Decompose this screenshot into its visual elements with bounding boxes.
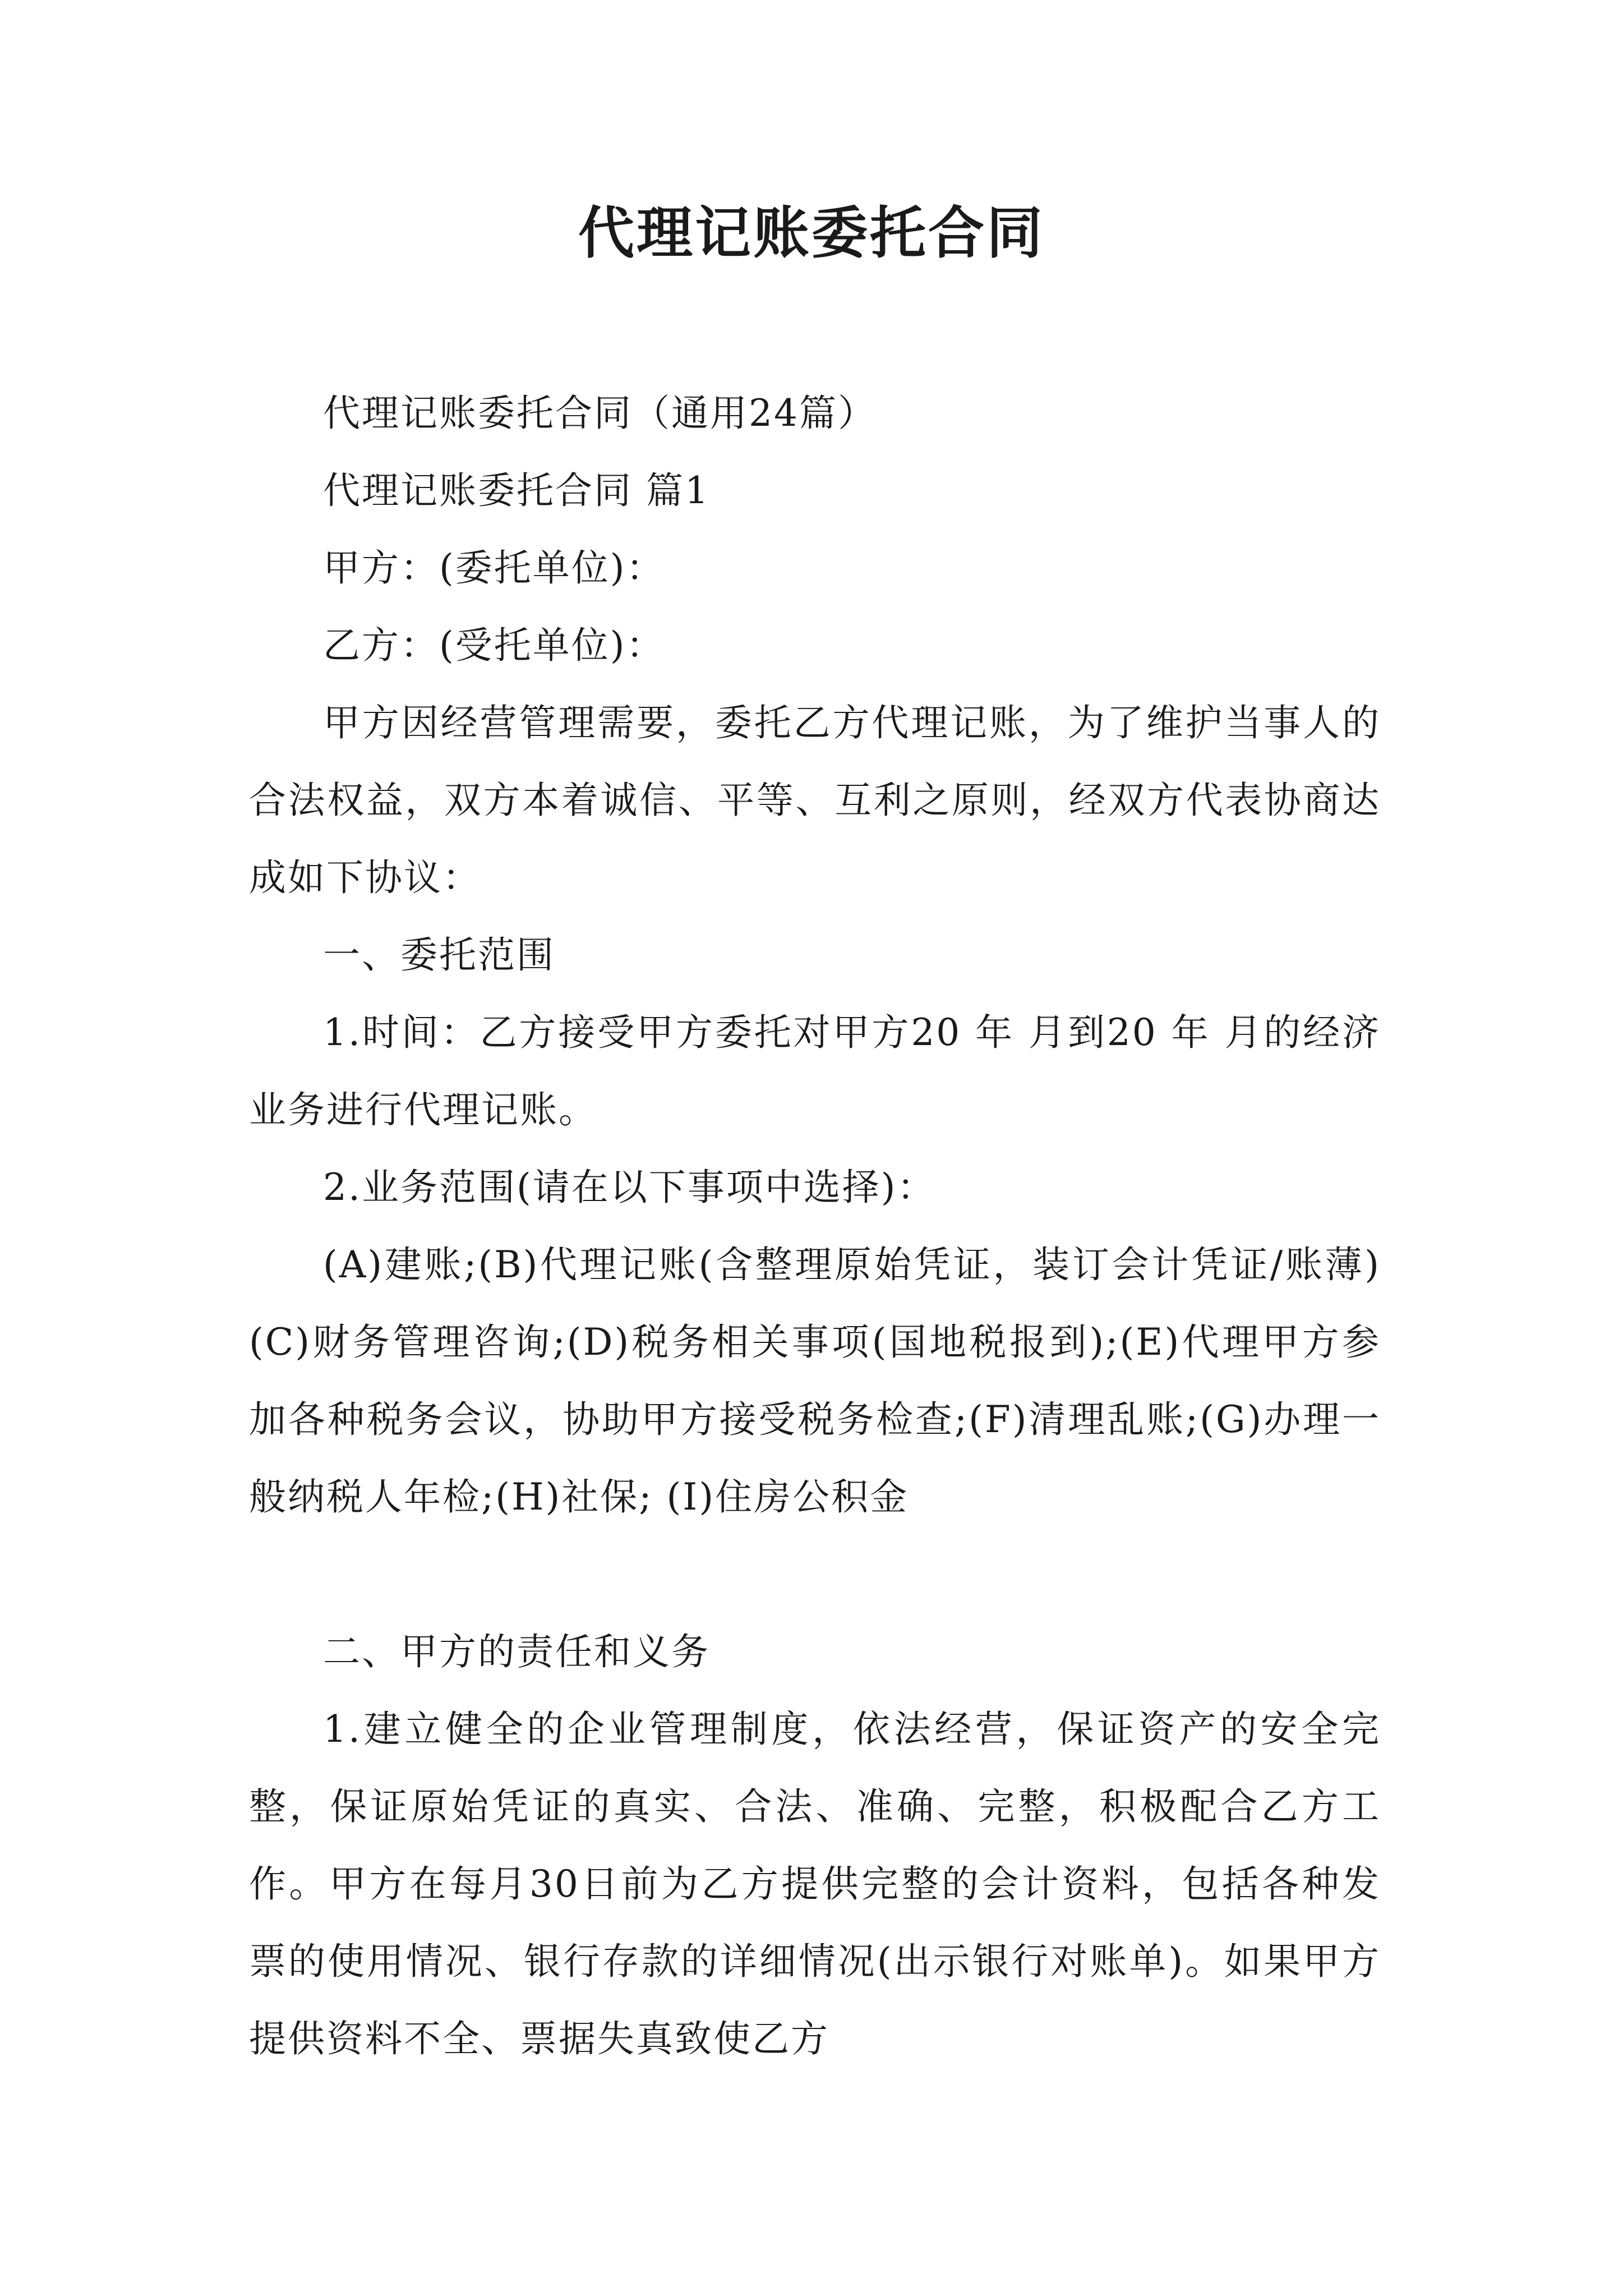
paragraph-business-scope: 2.业务范围(请在以下事项中选择)： (323, 1166, 936, 1209)
paragraph-time: 1.时间：乙方接受甲方委托对甲方20 年 月到20 年 月的经济业务进行代理记账。 (249, 1011, 1381, 1131)
paragraph-article-heading: 代理记账委托合同 篇1 (323, 469, 710, 512)
paragraph-preamble: 甲方因经营管理需要，委托乙方代理记账，为了维护当事人的合法权益，双方本着诚信、平等、互利之原则，经双方代表协商达成如下协议： (249, 701, 1381, 899)
section-heading-party-a-duties: 二、甲方的责任和义务 (323, 1630, 710, 1673)
paragraph-subtitle: 代理记账委托合同（通用24篇） (323, 392, 877, 435)
paragraph-scope-items: (A)建账;(B)代理记账(含整理原始凭证，装订会计凭证/账薄)(C)财务管理咨询;(D)税务相关事项(国地税报到);(E)代理甲方参加各种税务会议，协助甲方接受税务检查;(F)清理乱账;(G)办理一般纳税人年检;(H)社保; (I)住房公积金 (249, 1243, 1381, 1519)
paragraph-party-a: 甲方：(委托单位)： (323, 546, 665, 590)
section-heading-scope: 一、委托范围 (323, 933, 555, 977)
paragraph-party-a-duty-1: 1.建立健全的企业管理制度，依法经营，保证资产的安全完整，保证原始凭证的真实、合法、准确、完整，积极配合乙方工作。甲方在每月30日前为乙方提供完整的会计资料，包括各种发票的使用情况、银行存款的详细情况(出示银行对账单)。如果甲方提供资料不全、票据失真致使乙方 (249, 1708, 1381, 2060)
document-title: 代理记账委托合同 (578, 200, 1045, 266)
document-body (249, 375, 1381, 2078)
paragraph-party-b: 乙方：(受托单位)： (323, 624, 665, 667)
